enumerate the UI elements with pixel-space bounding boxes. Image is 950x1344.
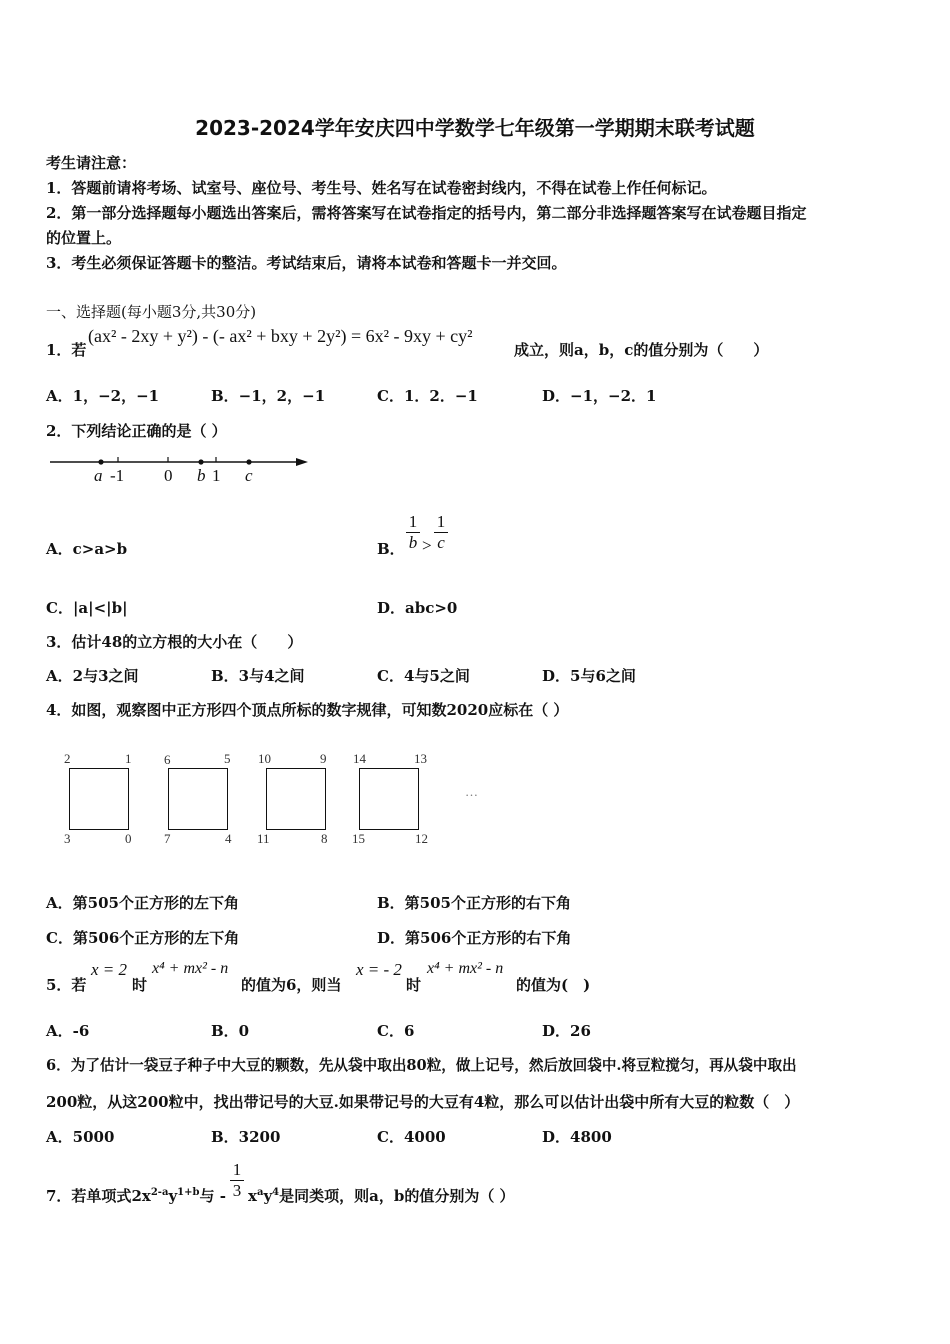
q2-b-fraction-2 (434, 512, 448, 553)
q1-tail: 成立，则a，b，c的值分别为（ ） (514, 341, 769, 359)
q3-option-d[interactable]: D．5与6之间 (542, 667, 636, 685)
q5-middle-text: 的值为6，则当 (241, 976, 342, 994)
point-b (198, 459, 203, 464)
q4-stem: 4．如图，观察图中正方形四个顶点所标的数字规律，可知数2020应标在（ ） (46, 701, 569, 719)
notice-item-1: 1．答题前请将考场、试室号、座位号、考生号、姓名写在试卷密封线内，不得在试卷上作任何标记。 (46, 179, 717, 197)
square-2-top-right: 5 (224, 751, 231, 766)
q4-option-c[interactable]: C．第506个正方形的左下角 (46, 929, 240, 947)
square-1 (69, 768, 129, 830)
frac1-denominator: b (406, 532, 420, 553)
q7-and-minus: 与 - (199, 1187, 226, 1205)
q6-line-2: 200粒，从这200粒中，找出带记号的大豆.如果带记号的大豆有4粒，那么可以估计出袋中所有大豆的粒数（ ） (46, 1093, 800, 1111)
square-1-bottom-left: 3 (64, 831, 71, 846)
square-2-bottom-right: 4 (225, 831, 232, 846)
q2-b-fraction-1 (406, 512, 420, 553)
square-4-bottom-right: 12 (415, 831, 428, 846)
q4-option-d[interactable]: D．第506个正方形的右下角 (377, 929, 572, 947)
square-3 (266, 768, 326, 830)
axis-label-c: c (245, 466, 253, 485)
q5-option-a[interactable]: A．-6 (46, 1022, 90, 1040)
q7-number: 7．若单项式 (46, 1187, 132, 1205)
q7-exp-3: a (256, 1187, 264, 1198)
q7-tail: 是同类项，则a，b的值分别为（ ） (279, 1187, 515, 1205)
square-2 (168, 768, 228, 830)
q2-option-c[interactable]: C．|a|<|b| (46, 599, 128, 617)
q6-option-b[interactable]: B．3200 (211, 1128, 281, 1146)
square-3-top-left: 10 (258, 751, 271, 766)
square-4-top-left: 14 (353, 751, 366, 766)
square-1-top-right: 1 (125, 751, 132, 766)
square-4-top-right: 13 (414, 751, 427, 766)
notice-item-2: 2．第一部分选择题每小题选出答案后，需将答案写在试卷指定的括号内，第二部分非选择题答案写在试卷题目指定 (46, 204, 807, 222)
q5-x-equals-2: x = 2 (91, 960, 128, 979)
q2-option-d[interactable]: D．abc>0 (377, 599, 458, 617)
frac1-numerator: 1 (408, 512, 418, 531)
square-1-top-left: 2 (64, 751, 71, 766)
section-heading: 一、选择题(每小题3分,共30分) (46, 303, 257, 321)
q7-term-2-y: y (263, 1187, 273, 1205)
q5-when-2: 时 (406, 976, 422, 994)
q1-option-c[interactable]: C．1．2．−1 (377, 387, 478, 405)
notice-item-3: 3．考生必须保证答题卡的整洁。考试结束后，请将本试卷和答题卡一并交回。 (46, 254, 567, 272)
q5-tail: 的值为( ) (516, 976, 591, 994)
q7-exp-2: 1+b (177, 1187, 200, 1198)
q7-term-1-coef: 2x (131, 1187, 151, 1205)
q3-option-b[interactable]: B．3与4之间 (211, 667, 305, 685)
q5-x-equals-minus-2: x = - 2 (356, 960, 402, 979)
q7-term-2-x: x (248, 1187, 257, 1205)
q7-fraction (230, 1160, 244, 1201)
axis-label-zero: 0 (164, 466, 173, 485)
q2-option-a[interactable]: A．c>a>b (46, 540, 128, 558)
square-2-top-left: 6 (164, 752, 171, 767)
q7-frac-denominator: 3 (230, 1180, 244, 1201)
q1-option-a[interactable]: A．1，−2，−1 (46, 387, 160, 405)
q4-option-b[interactable]: B．第505个正方形的右下角 (377, 894, 571, 912)
q2-b-relation: > (422, 536, 432, 555)
q5-option-b[interactable]: B．0 (211, 1022, 250, 1040)
q7-term-1-y: y (168, 1187, 178, 1205)
q5-when-1: 时 (132, 976, 148, 994)
square-1-bottom-right: 0 (125, 831, 132, 846)
point-c (246, 459, 251, 464)
q5-option-c[interactable]: C．6 (377, 1022, 415, 1040)
q1-number: 1．若 (46, 341, 87, 359)
page-title: 2023-2024学年安庆四中学数学七年级第一学期期末联考试题 (195, 116, 755, 140)
q2-stem: 2．下列结论正确的是（ ） (46, 422, 227, 440)
frac2-denominator: c (434, 532, 448, 553)
q4-option-a[interactable]: A．第505个正方形的左下角 (46, 894, 239, 912)
square-4 (359, 768, 419, 830)
q7-exp-1: 2-a (150, 1187, 169, 1198)
square-3-bottom-right: 8 (321, 831, 328, 846)
q6-option-a[interactable]: A．5000 (46, 1128, 115, 1146)
q5-number: 5．若 (46, 976, 87, 994)
axis-label-b: b (197, 466, 206, 485)
q7-stem (46, 1185, 226, 1206)
square-3-bottom-left: 11 (257, 831, 270, 846)
axis-label-minus-one: -1 (110, 466, 125, 485)
q7-stem-tail (248, 1185, 515, 1206)
axis-label-a: a (94, 466, 103, 485)
number-line-arrow (296, 458, 308, 466)
point-a (98, 459, 103, 464)
q5-polynomial-1: x⁴ + mx² - n (152, 960, 229, 977)
axis-label-one: 1 (212, 466, 221, 485)
q7-frac-numerator: 1 (232, 1160, 242, 1179)
q1-option-b[interactable]: B．−1，2，−1 (211, 387, 326, 405)
q2-option-b[interactable]: B． (377, 540, 405, 558)
q3-option-c[interactable]: C．4与5之间 (377, 667, 470, 685)
q6-option-d[interactable]: D．4800 (542, 1128, 612, 1146)
notice-heading: 考生请注意： (46, 154, 137, 172)
square-4-bottom-left: 15 (352, 831, 365, 846)
number-line-diagram (48, 452, 314, 492)
q3-stem: 3．估计48的立方根的大小在（ ） (46, 633, 303, 651)
q3-option-a[interactable]: A．2与3之间 (46, 667, 139, 685)
square-2-bottom-left: 7 (164, 831, 171, 846)
q5-option-d[interactable]: D．26 (542, 1022, 591, 1040)
q6-option-c[interactable]: C．4000 (377, 1128, 446, 1146)
q6-line-1: 6．为了估计一袋豆子种子中大豆的颗数，先从袋中取出80粒，做上记号，然后放回袋中.将豆粒搅匀，再从袋中取出 (46, 1057, 797, 1074)
q5-polynomial-2: x⁴ + mx² - n (427, 960, 504, 977)
q1-expression: (ax² - 2xy + y²) - (- ax² + bxy + 2y²) = 6x² - 9xy + cy² (88, 326, 473, 346)
q7-exp-4: 4 (272, 1187, 280, 1198)
notice-item-2-cont: 的位置上。 (46, 229, 122, 247)
square-3-top-right: 9 (320, 751, 327, 766)
frac2-numerator: 1 (436, 512, 446, 531)
q1-option-d[interactable]: D．−1，−2．1 (542, 387, 657, 405)
pattern-ellipsis: … (465, 784, 478, 799)
